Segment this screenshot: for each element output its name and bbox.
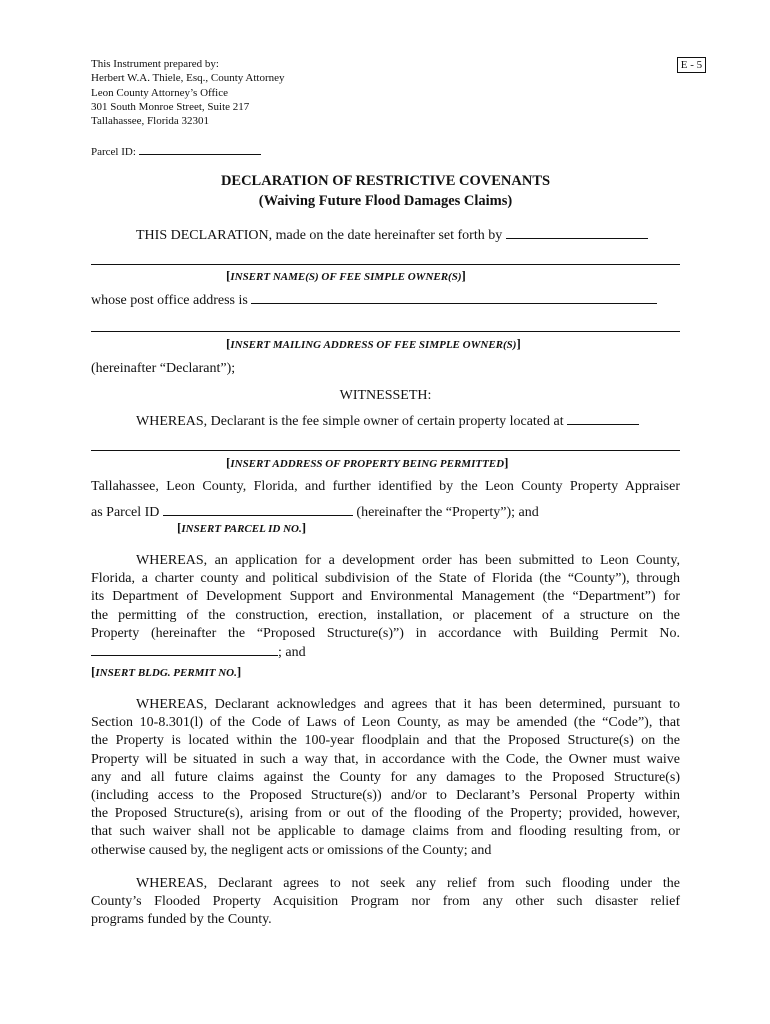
title-main: DECLARATION OF RESTRICTIVE COVENANTS	[220, 173, 551, 189]
property-location-blank[interactable]	[567, 412, 639, 425]
property-address-blank[interactable]	[91, 450, 680, 451]
address-blank[interactable]	[251, 291, 657, 304]
preparer-line: Herbert W.A. Thiele, Esq., County Attorney	[91, 72, 285, 85]
preparer-line: Tallahassee, Florida 32301	[91, 115, 210, 128]
address-intro: whose post office address is	[91, 293, 248, 308]
parcel-suffix: (hereinafter the “Property”); and	[356, 505, 539, 520]
parcel-id-line	[91, 145, 261, 158]
whereas-owner-text: WHEREAS, Declarant is the fee simple owner of certain property located at	[136, 414, 564, 429]
parcel-id-row	[91, 503, 539, 522]
whereas-owner-line	[136, 412, 639, 431]
parcel-id-blank[interactable]	[139, 145, 261, 155]
whereas-owner-line2: Tallahassee, Leon County, Florida, and further identified by the Leon County Property Appraiser	[91, 479, 680, 494]
permit-tail: ; and	[278, 645, 306, 661]
paragraph-last-line: otherwise caused by, the negligent acts or omissions of the County; and	[91, 842, 492, 858]
owner-insert-note: [INSERT NAME(S) OF FEE SIMPLE OWNER(S)]	[226, 268, 466, 283]
property-insert-text: INSERT ADDRESS OF PROPERTY BEING PERMITTED	[230, 458, 505, 470]
title-sub: (Waiving Future Flood Damages Claims)	[258, 193, 513, 209]
paragraph-line: the Property is located within the 100-year floodplain and that the Proposed Structure(s) on the	[91, 733, 680, 749]
preparer-block	[91, 57, 421, 128]
paragraph-line: that such waiver shall not be applicable to damage claims from and flooding resulting from, or	[91, 824, 680, 840]
parcel-id-label: Parcel ID:	[91, 146, 136, 158]
whereas-application-paragraph	[91, 552, 680, 662]
page-tag: E - 5	[677, 57, 706, 73]
permit-number-blank[interactable]	[91, 643, 278, 656]
paragraph-line: County’s Flooded Property Acquisition Program nor from any other such disaster relief	[91, 894, 680, 910]
address-line	[91, 291, 657, 310]
paragraph-line: WHEREAS, Declarant acknowledges and agrees that it has been determined, pursuant to	[136, 697, 680, 712]
parcel-insert-note: [INSERT PARCEL ID NO.]	[177, 520, 307, 535]
paragraph-line: WHEREAS, an application for a development order has been submitted to Leon County,	[136, 553, 680, 568]
whereas-acknowledges-paragraph	[91, 696, 680, 860]
paragraph-line: the permitting of the construction, erection, installation, or placement of a structure on the	[91, 607, 680, 623]
preparer-line: Leon County Attorney’s Office	[91, 86, 228, 99]
paragraph-line: any and all future claims against the County for any damages to the Proposed Structure(s)	[91, 769, 680, 785]
whereas-owner-line2-wrap	[91, 478, 680, 496]
paragraph-line: WHEREAS, Declarant agrees to not seek any relief from such flooding under the	[136, 876, 680, 891]
permit-insert-note: [INSERT BLDG. PERMIT NO.]	[91, 664, 242, 679]
paragraph-line: Section 10-8.301(l) of the Code of Laws of Leon County, as may be amended (the “Code”), that	[91, 715, 680, 731]
property-insert-note: [INSERT ADDRESS OF PROPERTY BEING PERMITTED]	[226, 455, 509, 470]
whereas-relief-paragraph	[91, 875, 680, 930]
witnesseth-heading: WITNESSETH:	[339, 388, 432, 403]
paragraph-last-line: programs funded by the County.	[91, 912, 272, 928]
paragraph-line: Florida, a charter county and political subdivision of the State of Florida (the “County”), through	[91, 571, 680, 587]
permit-insert-text: INSERT BLDG. PERMIT NO.	[95, 667, 237, 679]
permit-row	[91, 643, 680, 662]
declaration-intro-line	[136, 226, 648, 245]
owner-insert-text: INSERT NAME(S) OF FEE SIMPLE OWNER(S)	[230, 271, 462, 283]
parcel-insert-text: INSERT PARCEL ID NO.	[181, 523, 302, 535]
paragraph-line: Property will be situated in such a way that, in accordance with the Code, the Owner must waive	[91, 751, 680, 767]
paragraph-line: its Department of Development Support and Environmental Management (the “Department”) for	[91, 589, 680, 605]
address-insert-note: [INSERT MAILING ADDRESS OF FEE SIMPLE OWNER(S)]	[226, 336, 521, 351]
parcel-id-number-blank[interactable]	[163, 503, 353, 516]
declaration-date-blank[interactable]	[506, 226, 648, 239]
paragraph-line: (including access to the Proposed Structure(s)) and/or to Declarant’s Personal Property within	[91, 788, 680, 804]
document-title	[91, 171, 680, 211]
declaration-intro: THIS DECLARATION, made on the date hereinafter set forth by	[136, 228, 503, 243]
address-blank-2[interactable]	[91, 331, 680, 332]
paragraph-line: the Proposed Structure(s), arising from or out of the flooding of the Property; provided, however,	[91, 806, 680, 822]
hereinafter-declarant: (hereinafter “Declarant”);	[91, 361, 236, 376]
paragraph-line: Property (hereinafter the “Proposed Structure(s)”) in accordance with Building Permit No.	[91, 625, 680, 641]
address-insert-text: INSERT MAILING ADDRESS OF FEE SIMPLE OWNER(S)	[230, 339, 517, 351]
owner-name-blank[interactable]	[91, 264, 680, 265]
preparer-line: 301 South Monroe Street, Suite 217	[91, 100, 250, 113]
preparer-line: This Instrument prepared by:	[91, 58, 219, 70]
parcel-prefix: as Parcel ID	[91, 505, 160, 520]
